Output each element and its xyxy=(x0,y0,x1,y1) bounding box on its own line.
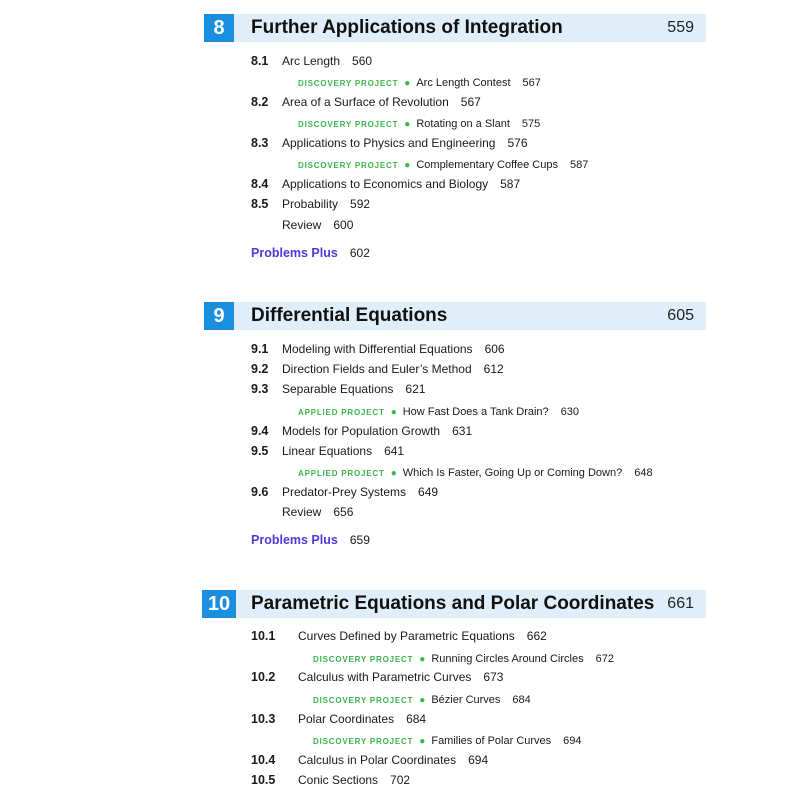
project-title: Complementary Coffee Cups xyxy=(416,159,558,171)
problems-plus xyxy=(251,245,370,261)
section-page: 649 xyxy=(418,485,439,499)
section-number: 8.3 xyxy=(251,136,269,150)
section-title: Area of a Surface of Revolution xyxy=(282,95,449,109)
section-page: 606 xyxy=(484,342,505,356)
section-page: 560 xyxy=(352,54,373,68)
section-title: Applications to Economics and Biology xyxy=(282,177,489,191)
section-page: 567 xyxy=(460,95,481,109)
chapter-title: Parametric Equations and Polar Coordinates xyxy=(251,593,655,614)
bullet-icon: ● xyxy=(404,160,411,171)
project-title: Which Is Faster, Going Up or Coming Down? xyxy=(402,467,623,479)
section-entry xyxy=(282,504,353,520)
section-entry xyxy=(282,196,370,212)
bullet-icon: ● xyxy=(404,78,411,89)
section-number: 10.4 xyxy=(251,753,276,767)
chapter-header xyxy=(204,302,706,330)
toc-project xyxy=(313,691,531,709)
project-page: 648 xyxy=(634,467,653,479)
section-number: 8.1 xyxy=(251,54,269,68)
section-entry xyxy=(282,423,472,439)
section-number: 9.1 xyxy=(251,342,269,356)
chapter-title: Further Applications of Integration xyxy=(251,17,563,38)
section-page: 641 xyxy=(384,444,405,458)
section-entry xyxy=(282,94,481,110)
project-title: Bézier Curves xyxy=(431,694,501,706)
problems-plus-label: Problems Plus xyxy=(251,246,338,260)
section-title: Models for Population Growth xyxy=(282,424,441,438)
section-number: 8.4 xyxy=(251,177,269,191)
project-title: Families of Polar Curves xyxy=(431,735,552,747)
section-title: Arc Length xyxy=(282,54,341,68)
project-page: 575 xyxy=(521,118,541,130)
problems-plus-page: 659 xyxy=(349,533,370,547)
section-entry xyxy=(282,53,372,69)
problems-plus-page: 602 xyxy=(349,246,370,260)
section-entry xyxy=(298,628,547,644)
section-page: 673 xyxy=(483,670,504,684)
project-title: How Fast Does a Tank Drain? xyxy=(402,406,549,418)
problems-plus xyxy=(251,532,370,548)
section-title: Calculus in Polar Coordinates xyxy=(298,753,457,767)
toc-project xyxy=(313,732,582,750)
project-type: DISCOVERY PROJECT xyxy=(298,79,399,88)
project-page: 684 xyxy=(512,694,531,706)
section-number: 10.3 xyxy=(251,712,276,726)
section-number: 9.3 xyxy=(251,382,269,396)
section-page: 576 xyxy=(507,136,528,150)
section-title: Applications to Physics and Engineering xyxy=(282,136,496,150)
chapter-number: 10 xyxy=(202,590,236,618)
section-entry xyxy=(298,669,503,685)
project-title: Arc Length Contest xyxy=(416,77,511,89)
bullet-icon: ● xyxy=(390,407,397,418)
section-page: 592 xyxy=(350,197,371,211)
toc-project xyxy=(298,74,541,92)
chapter-number: 9 xyxy=(204,302,234,330)
section-entry xyxy=(298,711,426,727)
section-entry xyxy=(298,772,410,788)
section-title: Curves Defined by Parametric Equations xyxy=(298,629,515,643)
section-title: Direction Fields and Euler’s Method xyxy=(282,362,472,376)
section-title: Calculus with Parametric Curves xyxy=(298,670,472,684)
section-title: Separable Equations xyxy=(282,382,394,396)
section-page: 662 xyxy=(526,629,547,643)
project-page: 672 xyxy=(595,653,614,665)
section-title: Predator-Prey Systems xyxy=(282,485,407,499)
toc-project xyxy=(298,403,579,421)
project-page: 567 xyxy=(522,77,541,89)
section-entry xyxy=(282,361,504,377)
section-number: 10.1 xyxy=(251,629,276,643)
section-entry xyxy=(282,443,404,459)
chapter-page: 605 xyxy=(667,307,694,324)
section-page: 702 xyxy=(390,773,411,787)
project-type: DISCOVERY PROJECT xyxy=(313,655,414,664)
chapter-title: Differential Equations xyxy=(251,305,448,326)
project-page: 694 xyxy=(563,735,582,747)
section-page: 656 xyxy=(333,505,354,519)
bullet-icon: ● xyxy=(419,736,426,747)
project-type: APPLIED PROJECT xyxy=(298,469,385,478)
section-number: 10.5 xyxy=(251,773,276,787)
section-number: 8.2 xyxy=(251,95,269,109)
section-entry xyxy=(282,135,528,151)
toc-project xyxy=(298,115,540,133)
chapter-page: 661 xyxy=(667,595,694,612)
section-number: 9.6 xyxy=(251,485,269,499)
toc-project xyxy=(298,156,588,174)
section-page: 612 xyxy=(483,362,504,376)
section-entry xyxy=(282,217,353,233)
bullet-icon: ● xyxy=(390,468,397,479)
bullet-icon: ● xyxy=(419,654,426,665)
project-page: 630 xyxy=(560,406,580,418)
project-type: DISCOVERY PROJECT xyxy=(298,161,399,170)
section-title: Review xyxy=(282,218,322,232)
section-number: 10.2 xyxy=(251,670,276,684)
project-type: DISCOVERY PROJECT xyxy=(313,737,414,746)
project-title: Rotating on a Slant xyxy=(416,118,510,130)
bullet-icon: ● xyxy=(404,119,411,130)
section-title: Probability xyxy=(282,197,339,211)
section-page: 600 xyxy=(333,218,354,232)
section-number: 8.5 xyxy=(251,197,269,211)
section-number: 9.2 xyxy=(251,362,269,376)
chapter-page: 559 xyxy=(667,19,694,36)
section-title: Polar Coordinates xyxy=(298,712,395,726)
section-title: Conic Sections xyxy=(298,773,379,787)
project-type: APPLIED PROJECT xyxy=(298,408,385,417)
section-number: 9.4 xyxy=(251,424,269,438)
project-type: DISCOVERY PROJECT xyxy=(313,696,414,705)
toc-project xyxy=(313,650,614,668)
section-page: 631 xyxy=(452,424,473,438)
section-entry xyxy=(282,341,505,357)
project-type: DISCOVERY PROJECT xyxy=(298,120,399,129)
section-page: 684 xyxy=(406,712,427,726)
section-entry xyxy=(282,176,520,192)
section-entry xyxy=(298,752,488,768)
project-title: Running Circles Around Circles xyxy=(431,653,584,665)
section-number: 9.5 xyxy=(251,444,269,458)
project-page: 587 xyxy=(570,159,589,171)
toc-project xyxy=(298,464,653,482)
section-entry xyxy=(282,484,438,500)
chapter-header xyxy=(204,14,706,42)
problems-plus-label: Problems Plus xyxy=(251,533,338,547)
section-title: Linear Equations xyxy=(282,444,373,458)
section-title: Review xyxy=(282,505,322,519)
section-page: 621 xyxy=(405,382,426,396)
section-page: 694 xyxy=(468,753,489,767)
section-entry xyxy=(282,381,425,397)
chapter-number: 8 xyxy=(204,14,234,42)
chapter-header xyxy=(204,590,706,618)
bullet-icon: ● xyxy=(419,695,426,706)
section-page: 587 xyxy=(500,177,521,191)
section-title: Modeling with Differential Equations xyxy=(282,342,473,356)
